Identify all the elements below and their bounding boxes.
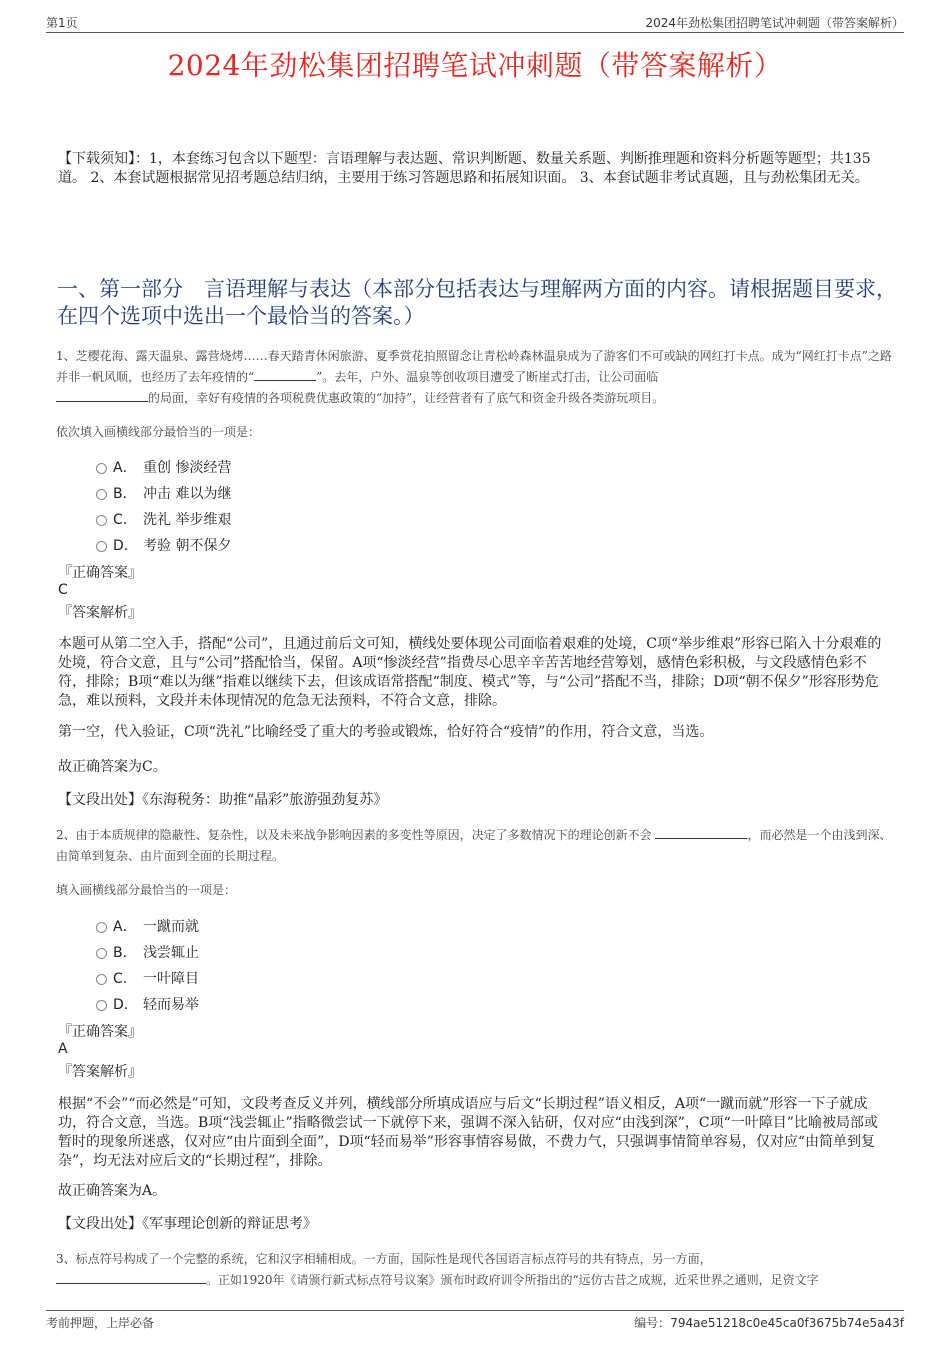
radio-icon[interactable] <box>96 515 107 526</box>
option-b[interactable]: B． 冲击 难以为继 <box>96 483 231 503</box>
option-c[interactable]: C． 一叶障目 <box>96 968 199 988</box>
radio-icon[interactable] <box>96 922 107 933</box>
correct-answer-label: 『正确答案』 <box>58 565 142 581</box>
question-1-instruction: 依次填入画横线部分最恰当的一项是： <box>56 425 261 439</box>
source-citation: 【文段出处】《军事理论创新的辩证思考》 <box>58 1216 317 1232</box>
radio-icon[interactable] <box>96 541 107 552</box>
question-2-instruction: 填入画横线部分最恰当的一项是： <box>56 883 237 897</box>
document-code: 编号：794ae51218c0e45ca0f3675b74e5a43f <box>634 1316 904 1330</box>
page-number: 第1页 <box>46 16 78 30</box>
option-d[interactable]: D． 轻而易举 <box>96 994 199 1014</box>
correct-answer: C <box>58 582 68 598</box>
analysis-label: 『答案解析』 <box>58 605 142 621</box>
radio-icon[interactable] <box>96 1000 107 1011</box>
page-header <box>46 12 904 33</box>
page-footer <box>46 1310 904 1330</box>
analysis-text: 本题可从第二空入手，搭配“公司”，且通过前后文可知，横线处要体现公司面临着艰难的处境，C项“举步维艰”形容已陷入十分艰难的处境，符合文意，且与“公司”搭配恰当，保留。A项“惨淡经营”指费尽心思辛辛苦苦地经营筹划，感情色彩积极，与文段感情色彩不符，排除；B项“难以为继”指难以继续下去，但该成语常搭配“制度、模式”等，与“公司”搭配不当，排除；D项“朝不保夕”形容形势危急，难以预料，文段并未体现情况的危急无法预料，不符合文意，排除。 <box>58 636 882 709</box>
option-a[interactable]: A． 重创 惨淡经营 <box>96 457 231 477</box>
radio-icon[interactable] <box>96 974 107 985</box>
correct-answer-label: 『正确答案』 <box>58 1024 142 1040</box>
analysis-text: 第一空，代入验证，C项“洗礼”比喻经受了重大的考验或锻炼，恰好符合“疫情”的作用，符合文意，当选。 <box>58 724 714 740</box>
radio-icon[interactable] <box>96 463 107 474</box>
blank-line <box>56 1271 206 1284</box>
header-doc-title: 2024年劲松集团招聘笔试冲刺题（带答案解析） <box>645 16 904 30</box>
blank-line <box>254 368 316 381</box>
option-d[interactable]: D． 考验 朝不保夕 <box>96 535 231 555</box>
footer-slogan: 考前押题，上岸必备 <box>46 1316 155 1330</box>
correct-answer: A <box>58 1041 68 1057</box>
blank-line <box>56 389 148 402</box>
analysis-conclusion: 故正确答案为C。 <box>58 759 167 775</box>
section-title: 一、第一部分 言语理解与表达（本部分包括表达与理解两方面的内容。请根据题目要求，在四个选项中选出一个最恰当的答案。） <box>57 277 897 328</box>
option-a[interactable]: A． 一蹴而就 <box>96 916 199 936</box>
analysis-text: 根据“不会”“而必然是”可知，文段考查反义并列，横线部分所填成语应与后文“长期过程”语义相反，A项“一蹴而就”形容一下子就成功，符合文意，当选。B项“浅尝辄止”指略微尝试一下就停下来，强调不深入钻研，仅对应“由浅到深”，C项“一叶障目”比喻被局部或暂时的现象所迷惑，仅对应“由片面到全面”，D项“轻而易举”形容事情容易做，不费力气，只强调事情简单容易，仅对应“由简单到复杂”，均无法对应后文的“长期过程”，排除。 <box>58 1096 878 1169</box>
analysis-conclusion: 故正确答案为A。 <box>58 1183 167 1199</box>
question-1-text: 1、芝樱花海、露天温泉、露营烧烤……春天踏青休闲旅游、夏季赏花拍照留念让青松岭森林温泉成为了游客们不可或缺的网红打卡点。成为“网红打卡点”之路并非一帆风顺，也经历了去年疫情的“ ”。去年，户外、温泉等创收项目遭受了断崖式打击，让公司面临 的局面，幸好有疫情的各项税费优惠政策的“加持”，让经营者有了底气和资金升级各类游玩项目。 <box>56 349 892 405</box>
analysis-label: 『答案解析』 <box>58 1064 142 1080</box>
option-c[interactable]: C． 洗礼 举步维艰 <box>96 509 231 529</box>
radio-icon[interactable] <box>96 489 107 500</box>
question-3-text: 3、标点符号构成了一个完整的系统，它和汉字相辅相成。一方面，国际性是现代各国语言标点符号的共有特点，另一方面， 。正如1920年《请颁行新式标点符号议案》颁布时政府训令所指出的“远仿古昔之成规，近采世界之通则，足资文字 <box>56 1252 819 1287</box>
source-citation: 【文段出处】《东海税务：助推“晶彩”旅游强劲复苏》 <box>58 792 388 808</box>
question-2-text: 2、由于本质规律的隐蔽性、复杂性，以及未来战争影响因素的多变性等原因，决定了多数情况下的理论创新不会 ，而必然是一个由浅到深、由简单到复杂、由片面到全面的长期过程。 <box>56 828 892 863</box>
radio-icon[interactable] <box>96 948 107 959</box>
blank-line <box>655 826 747 839</box>
download-notice: 【下载须知】：1，本套练习包含以下题型：言语理解与表达题、常识判断题、数量关系题、判断推理题和资料分析题等题型；共135道。 2、本套试题根据常见招考题总结归纳，主要用于练习答题思路和拓展知识面。 3、本套试题非考试真题，且与劲松集团无关。 <box>58 151 871 186</box>
option-b[interactable]: B． 浅尝辄止 <box>96 942 199 962</box>
page-title: 2024年劲松集团招聘笔试冲刺题（带答案解析） <box>167 49 783 82</box>
